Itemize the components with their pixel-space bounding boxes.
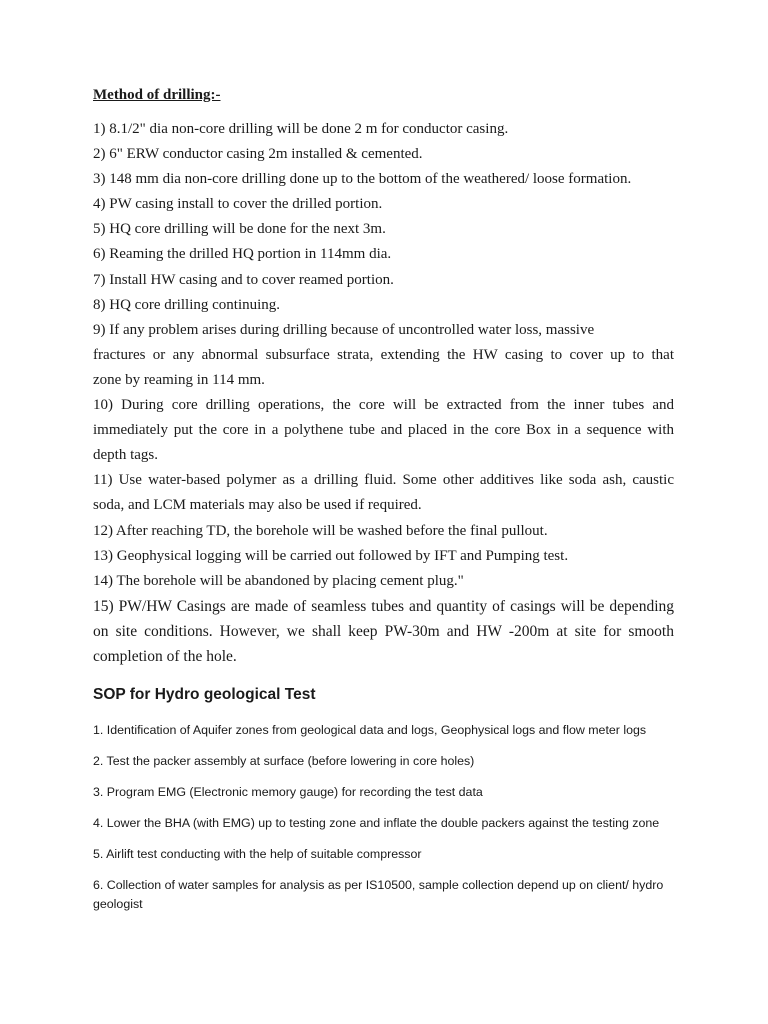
drilling-step-15: 15) PW/HW Casings are made of seamless tubes and quantity of casings will be depending on site conditions. However, we shall keep PW-30m and HW -200m at site for smooth completion of the hole. (93, 597, 674, 665)
drilling-step-5: 5) HQ core drilling will be done for the next 3m. (93, 221, 386, 238)
drilling-step-9-line-3: zone by reaming in 114 mm. (93, 371, 265, 388)
sop-step-3: 3. Program EMG (Electronic memory gauge) for recording the test data (93, 785, 483, 799)
drilling-step-3: 3) 148 mm dia non-core drilling done up to the bottom of the weathered/ loose formation. (93, 171, 632, 188)
drilling-step-11: 11) Use water-based polymer as a drilling fluid. Some other additives like soda ash, caustic soda, and LCM materials may also be used if required. (93, 472, 674, 514)
sop-steps-list (93, 721, 683, 926)
drilling-step-14: 14) The borehole will be abandoned by placing cement plug." (93, 572, 464, 589)
drilling-step-8: 8) HQ core drilling continuing. (93, 296, 281, 313)
drilling-step-12: 12) After reaching TD, the borehole will be washed before the final pullout. (93, 522, 548, 539)
drilling-step-4: 4) PW casing install to cover the drilled portion. (93, 196, 383, 213)
sop-step-2: 2. Test the packer assembly at surface (before lowering in core holes) (93, 754, 475, 768)
sop-step-5: 5. Airlift test conducting with the help of suitable compressor (93, 847, 422, 861)
sop-step-6: 6. Collection of water samples for analysis as per IS10500, sample collection depend up on client/ hydro geologist (93, 878, 664, 911)
drilling-step-9-line-1: 9) If any problem arises during drilling because of uncontrolled water loss, massive (93, 321, 595, 338)
drilling-step-6: 6) Reaming the drilled HQ portion in 114mm dia. (93, 246, 392, 263)
method-of-drilling-title: Method of drilling:- (93, 87, 221, 103)
sop-step-4: 4. Lower the BHA (with EMG) up to testing zone and inflate the double packers against the testing zone (93, 816, 660, 830)
drilling-step-13: 13) Geophysical logging will be carried out followed by IFT and Pumping test. (93, 547, 569, 564)
drilling-step-10: 10) During core drilling operations, the core will be extracted from the inner tubes and immediately put the core in a polythene tube and placed in the core Box in a sequence with depth tags. (93, 397, 674, 464)
sop-heading: SOP for Hydro geological Test (93, 686, 316, 703)
drilling-step-9-line-2: fractures or any abnormal subsurface strata, extending the HW casing to cover up to that (93, 346, 674, 363)
sop-step-1: 1. Identification of Aquifer zones from geological data and logs, Geophysical logs and flow meter logs (93, 723, 647, 737)
drilling-step-2: 2) 6" ERW conductor casing 2m installed & cemented. (93, 146, 423, 163)
drilling-step-7: 7) Install HW casing and to cover reamed portion. (93, 271, 394, 288)
drilling-step-1: 1) 8.1/2" dia non-core drilling will be done 2 m for conductor casing. (93, 121, 509, 137)
drilling-steps-list (93, 117, 674, 669)
drilling-step-9 (93, 318, 674, 393)
